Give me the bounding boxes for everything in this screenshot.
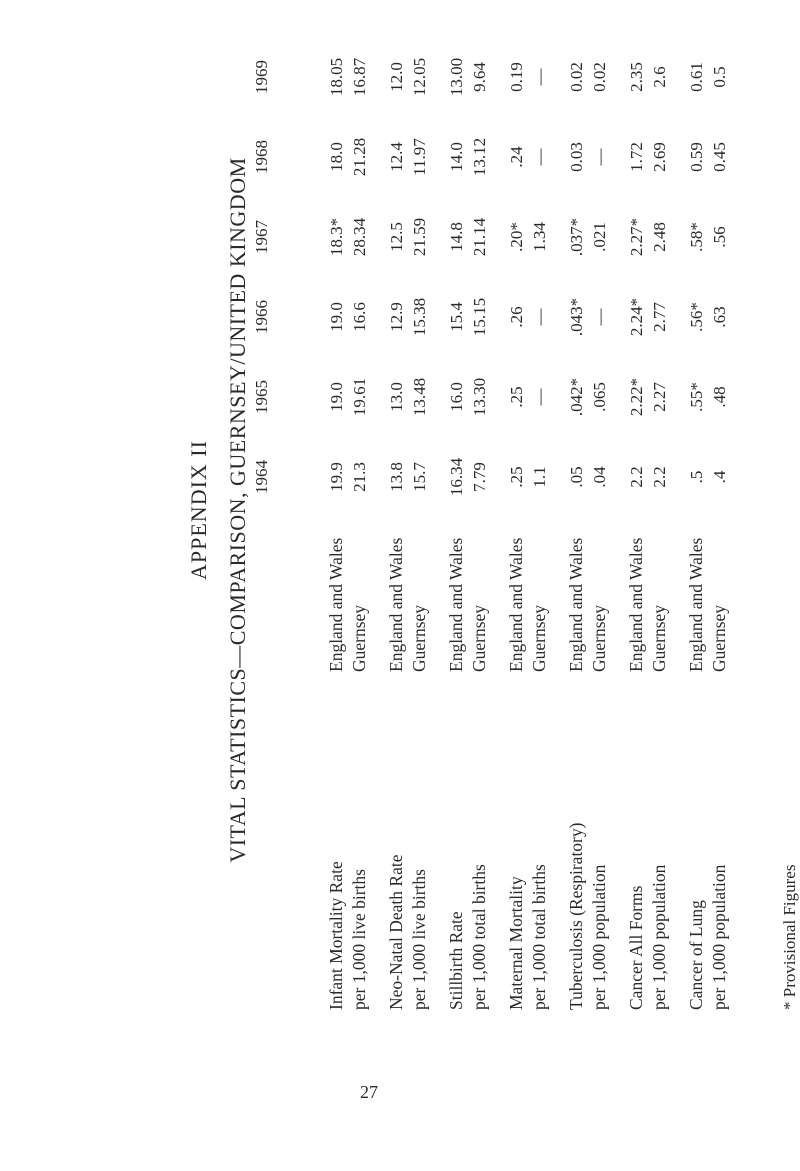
cell-england-wales: 16.34 [447,457,466,497]
row-label: Infant Mortality Rate [326,861,346,1010]
place-guernsey: Guernsey [649,604,669,672]
cell-england-wales: 2.27* [627,217,646,257]
cell-england-wales: 19.0 [327,382,346,412]
row-label-unit: per 1,000 population [649,864,669,1010]
cell-england-wales: 12.4 [387,142,406,172]
cell-guernsey: 28.34 [350,217,369,257]
cell-england-wales: .037* [567,217,586,257]
cell-england-wales: 2.35 [627,62,646,92]
year-header: 1969 [252,60,271,94]
cell-guernsey: 15.38 [410,297,429,337]
cell-guernsey: 2.27 [650,382,669,412]
cell-guernsey: 16.87 [350,57,369,97]
row-label-unit: per 1,000 total births [469,864,489,1010]
cell-england-wales: 0.02 [567,62,586,92]
cell-england-wales: .58* [687,222,706,252]
cell-england-wales: 16.0 [447,382,466,412]
cell-guernsey: 2.6 [650,66,669,88]
cell-guernsey: .56 [710,226,729,248]
cell-guernsey: .48 [710,386,729,408]
cell-guernsey: 16.6 [350,302,369,332]
cell-guernsey: 2.77 [650,302,669,332]
cell-england-wales: 0.61 [687,62,706,92]
row-label-unit: per 1,000 population [709,864,729,1010]
cell-england-wales: 14.8 [447,222,466,252]
cell-england-wales: 12.9 [387,302,406,332]
cell-guernsey: — [590,148,609,166]
place-england-wales: England and Wales [386,537,406,672]
place-guernsey: Guernsey [709,604,729,672]
place-guernsey: Guernsey [349,604,369,672]
footnote: * Provisional Figures [780,864,799,1010]
cell-england-wales: .24 [507,146,526,168]
cell-guernsey: .63 [710,306,729,328]
cell-england-wales: 18.0 [327,142,346,172]
place-england-wales: England and Wales [686,537,706,672]
cell-guernsey: 15.15 [470,297,489,337]
cell-guernsey: 1.1 [530,466,549,488]
cell-guernsey: 2.48 [650,222,669,252]
cell-england-wales: 2.2 [627,466,646,488]
cell-guernsey: 1.34 [530,222,549,252]
cell-guernsey: 15.7 [410,462,429,492]
cell-england-wales: 13.8 [387,462,406,492]
place-england-wales: England and Wales [326,537,346,672]
cell-england-wales: 13.00 [447,57,466,97]
cell-england-wales: 18.05 [327,57,346,97]
cell-england-wales: .20* [507,222,526,252]
row-label-unit: per 1,000 total births [529,864,549,1010]
cell-guernsey: .04 [590,466,609,488]
cell-guernsey: 19.61 [350,377,369,417]
place-england-wales: England and Wales [446,537,466,672]
cell-england-wales: .55* [687,382,706,412]
cell-guernsey: — [530,148,549,166]
cell-guernsey: .4 [710,470,729,484]
cell-england-wales: .042* [567,377,586,417]
cell-guernsey: 0.45 [710,142,729,172]
cell-england-wales: 2.22* [627,377,646,417]
place-england-wales: England and Wales [506,537,526,672]
cell-england-wales: .56* [687,302,706,332]
cell-england-wales: 14.0 [447,142,466,172]
cell-england-wales: 12.0 [387,62,406,92]
cell-guernsey: 13.12 [470,137,489,177]
cell-guernsey: 0.5 [710,66,729,88]
cell-england-wales: 0.03 [567,142,586,172]
year-header: 1968 [252,140,271,174]
cell-england-wales: 15.4 [447,302,466,332]
cell-england-wales: 19.0 [327,302,346,332]
cell-guernsey: — [530,308,549,326]
year-header: 1967 [252,220,271,254]
row-label-unit: per 1,000 live births [349,869,369,1010]
cell-guernsey: 13.30 [470,377,489,417]
place-guernsey: Guernsey [529,604,549,672]
row-label: Cancer of Lung [686,900,706,1010]
year-header: 1964 [252,460,271,494]
cell-guernsey: 2.2 [650,466,669,488]
row-label-unit: per 1,000 live births [409,869,429,1010]
cell-guernsey: — [530,388,549,406]
rotated-table-page [150,10,799,1010]
year-header: 1965 [252,380,271,414]
place-guernsey: Guernsey [469,604,489,672]
row-label: Cancer All Forms [626,885,646,1010]
row-label: Tuberculosis (Respiratory) [566,822,586,1010]
cell-guernsey: 21.14 [470,217,489,257]
cell-england-wales: 19.9 [327,462,346,492]
cell-guernsey: 9.64 [470,62,489,92]
cell-guernsey: 13.48 [410,377,429,417]
cell-guernsey: .021 [590,222,609,252]
cell-guernsey: 0.02 [590,62,609,92]
cell-england-wales: .5 [687,470,706,484]
cell-england-wales: 0.19 [507,62,526,92]
cell-guernsey: 7.79 [470,462,489,492]
table-title: VITAL STATISTICS—COMPARISON, GUERNSEY/UNITED KINGDOM [225,157,250,863]
year-header: 1966 [252,300,271,334]
row-label: Neo-Natal Death Rate [386,854,406,1010]
cell-guernsey: — [590,308,609,326]
cell-guernsey: 21.3 [350,462,369,492]
cell-england-wales: 1.72 [627,142,646,172]
row-label: Stillbirth Rate [446,911,466,1010]
place-guernsey: Guernsey [409,604,429,672]
cell-guernsey: — [530,68,549,86]
cell-england-wales: 18.3* [327,217,346,257]
cell-england-wales: 0.59 [687,142,706,172]
cell-england-wales: 2.24* [627,297,646,337]
place-england-wales: England and Wales [626,537,646,672]
cell-guernsey: .065 [590,382,609,412]
page-number: 27 [360,1082,378,1102]
cell-guernsey: 21.59 [410,217,429,257]
cell-england-wales: .043* [567,297,586,337]
place-england-wales: England and Wales [566,537,586,672]
cell-guernsey: 2.69 [650,142,669,172]
appendix-heading: APPENDIX II [186,440,211,580]
place-guernsey: Guernsey [589,604,609,672]
cell-guernsey: 12.05 [410,57,429,97]
cell-england-wales: .05 [567,466,586,488]
cell-england-wales: .26 [507,306,526,328]
cell-england-wales: .25 [507,386,526,408]
cell-england-wales: 12.5 [387,222,406,252]
cell-guernsey: 21.28 [350,137,369,177]
row-label: Maternal Mortality [506,876,526,1010]
cell-guernsey: 11.97 [410,138,429,176]
row-label-unit: per 1,000 population [589,864,609,1010]
cell-england-wales: 13.0 [387,382,406,412]
cell-england-wales: .25 [507,466,526,488]
